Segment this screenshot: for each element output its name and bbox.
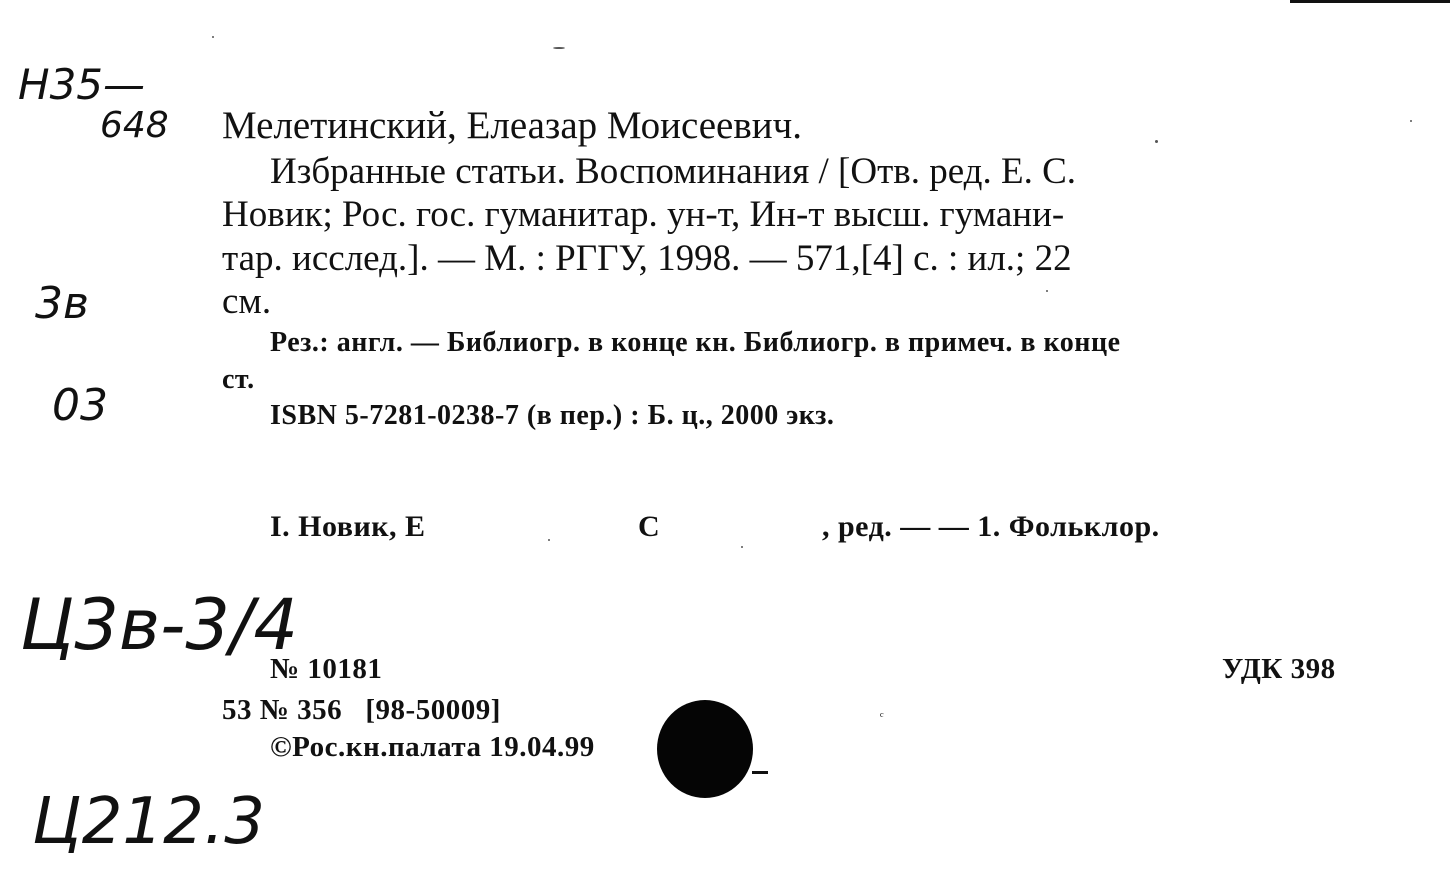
tracing-part-3: , ред. — — 1. Фольклор. — [822, 510, 1160, 543]
isbn-line: ISBN 5-7281-0238-7 (в пер.) : Б. ц., 2000 экз. — [270, 400, 835, 431]
top-edge-rule — [1290, 0, 1450, 3]
notes-line: ст. — [222, 364, 255, 395]
scan-speck — [1046, 290, 1048, 292]
handwritten-shelf-mark: Ц3в-3/4 — [20, 584, 299, 666]
description-line: см. — [222, 281, 272, 322]
handwritten-code-top-sub: 648 — [100, 105, 169, 146]
copyright-line: ©Рос.кн.палата 19.04.99 — [270, 731, 595, 763]
udk-code: УДК 398 — [1222, 653, 1336, 685]
description-line: Новик; Рос. гос. гуманитар. ун-т, Ин-т высш. гумани- — [222, 194, 1065, 235]
handwritten-class-mark: Ц212.3 — [32, 785, 265, 859]
tracing-part-1: I. Новик, Е — [270, 510, 426, 543]
tracing-part-2: С — [638, 510, 661, 543]
handwritten-mark-b: 03 — [52, 380, 108, 431]
scan-speck — [212, 36, 214, 38]
description-line: тар. исслед.]. — М. : РГГУ, 1998. — 571,[4] с. : ил.; 22 — [222, 238, 1072, 279]
scan-speck — [548, 539, 550, 541]
handwritten-code-top: Н35— — [18, 60, 146, 109]
ink-blot — [657, 700, 753, 798]
handwritten-mark-a: 3в — [35, 278, 89, 329]
ink-blot-tail — [752, 771, 768, 774]
description-line: Избранные статьи. Воспоминания / [Отв. ред. Е. С. — [270, 151, 1076, 192]
registry-line: 53 № 356 [98-50009] — [222, 694, 501, 726]
author-heading: Мелетинский, Елеазар Моисеевич. — [222, 104, 803, 147]
scan-speck — [553, 47, 565, 49]
scan-speck — [1410, 120, 1412, 122]
card-number: № 10181 — [270, 653, 383, 685]
scan-speck — [741, 546, 743, 548]
scan-speck — [1155, 140, 1158, 143]
notes-line: Рез.: англ. — Библиогр. в конце кн. Библиогр. в примеч. в конце — [270, 327, 1121, 358]
scan-mark: ᶜ — [880, 710, 884, 725]
